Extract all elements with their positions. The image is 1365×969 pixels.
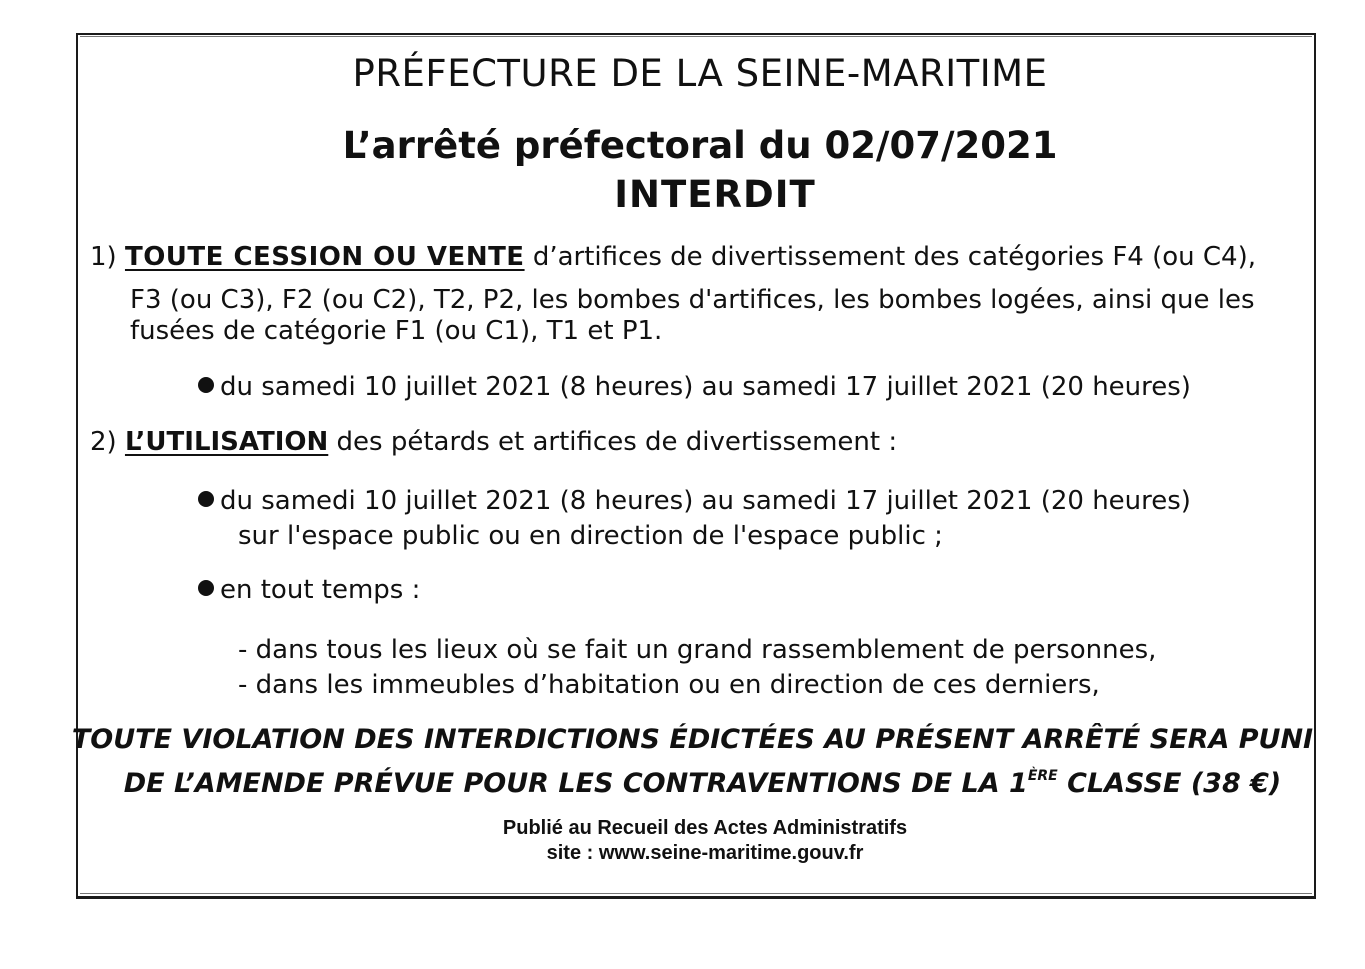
section1-number: 1) <box>90 242 117 272</box>
section1-heading: TOUTE CESSION OU VENTE <box>124 242 525 272</box>
section1-text-line2: F3 (ou C3), F2 (ou C2), T2, P2, les bombes d'artifices, les bombes logées, ainsi que les <box>130 285 1255 315</box>
footer-recueil: Publié au Recueil des Actes Administratifs <box>502 817 908 839</box>
warning-line2-sup: ÈRE <box>1027 768 1058 784</box>
bullet-icon <box>198 491 214 507</box>
prefecture-title: PRÉFECTURE DE LA SEINE-MARITIME <box>352 52 1048 95</box>
section2-bullet2-text: en tout temps : <box>220 575 421 605</box>
section2-bullet1-line2: sur l'espace public ou en direction de l'espace public ; <box>238 521 943 551</box>
interdit-heading: INTERDIT <box>614 173 816 216</box>
border-inner-line-bottom <box>80 893 1312 894</box>
section1-line1 <box>90 240 1256 275</box>
footer-site: site : www.seine-maritime.gouv.fr <box>546 842 864 864</box>
warning-line2-a: DE L’AMENDE PRÉVUE POUR LES CONTRAVENTIONS DE LA 1 <box>123 768 1028 799</box>
bullet-icon <box>198 377 214 393</box>
border-inner-line-top <box>80 36 1312 37</box>
warning-line1: TOUTE VIOLATION DES INTERDICTIONS ÉDICTÉES AU PRÉSENT ARRÊTÉ SERA PUNI <box>71 724 1314 755</box>
section2-dash2: - dans les immeubles d’habitation ou en direction de ces derniers, <box>238 670 1100 700</box>
section2-text: des pétards et artifices de divertissement : <box>336 427 898 457</box>
section1-bullet1-text: du samedi 10 juillet 2021 (8 heures) au samedi 17 juillet 2021 (20 heures) <box>220 372 1191 402</box>
section2-bullet1 <box>198 484 1191 519</box>
section2-dash1: - dans tous les lieux où se fait un grand rassemblement de personnes, <box>238 635 1157 665</box>
section2-number: 2) <box>90 427 117 457</box>
section1-bullet1 <box>198 370 1191 405</box>
section1-text-line3: fusées de catégorie F1 (ou C1), T1 et P1. <box>130 316 663 346</box>
warning-line2-b: CLASSE (38 €) <box>1057 768 1282 799</box>
section2-line1 <box>90 425 897 460</box>
warning-line2 <box>20 759 1365 801</box>
section1-text-line1: d’artifices de divertissement des catégories F4 (ou C4), <box>532 242 1256 272</box>
section2-bullet1-line1: du samedi 10 juillet 2021 (8 heures) au samedi 17 juillet 2021 (20 heures) <box>220 486 1191 516</box>
bullet-icon <box>198 580 214 596</box>
section2-bullet2 <box>198 573 420 608</box>
section2-heading: L’UTILISATION <box>124 427 329 457</box>
arrete-title: L’arrêté préfectoral du 02/07/2021 <box>342 124 1058 167</box>
